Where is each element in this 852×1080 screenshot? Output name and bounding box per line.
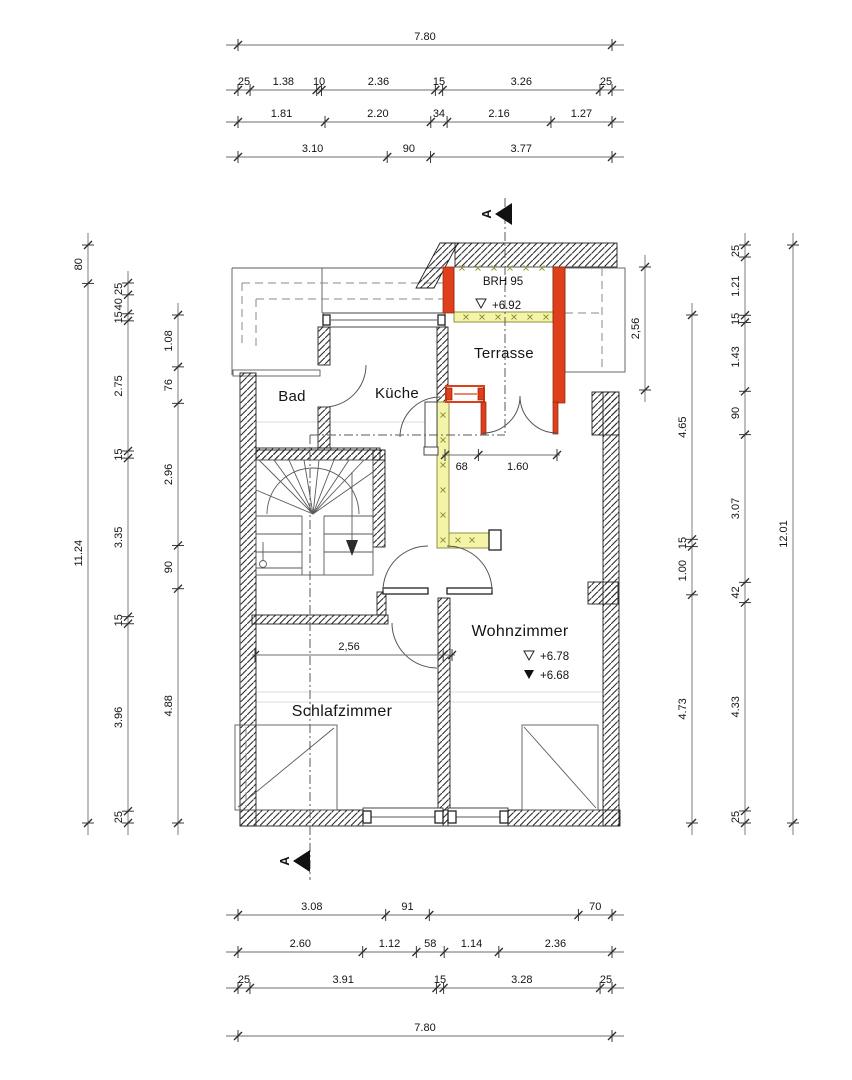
dim-label: 2.36: [367, 76, 390, 88]
dim-label: 1.14: [460, 938, 483, 950]
living-level-raw-value: +6.68: [540, 670, 570, 682]
dim-label: 3.07: [730, 497, 742, 520]
room-label-bad: Bad: [278, 388, 306, 405]
dim-label: 3.91: [332, 974, 354, 986]
dim-label: 15: [432, 76, 446, 88]
dim-label: 25: [599, 974, 613, 986]
room-label-wohnzimmer: Wohnzimmer: [471, 623, 569, 640]
dim-label: 2,56: [338, 641, 360, 653]
stair-down-arrow: [346, 540, 358, 556]
door-schlafzimmer: [392, 623, 437, 668]
door-terrace-right-leaf: [520, 396, 557, 433]
dim-label: 4.65: [677, 416, 689, 438]
section-arrow-top: [495, 203, 512, 225]
dim-label: 2.60: [289, 938, 312, 950]
dim-label: 1.43: [730, 346, 742, 368]
dim-label: 1.81: [270, 108, 293, 120]
dim-label: 3.26: [510, 76, 532, 88]
parapet-label: BRH 95: [482, 276, 524, 288]
dim-label: 1.12: [378, 938, 401, 950]
dim-label: 3.10: [301, 143, 324, 155]
dim-label: 11.24: [73, 539, 85, 567]
dim-label: 2,56: [630, 317, 642, 340]
dim-label: 7.80: [414, 31, 436, 43]
dim-label: 42: [730, 586, 742, 599]
room-label-schlafzimmer: Schlafzimmer: [291, 703, 393, 720]
dim-label: 15: [730, 312, 742, 325]
dim-label: 58: [424, 938, 437, 950]
dim-label: 76: [163, 378, 175, 392]
dim-label: 2.20: [367, 108, 389, 120]
dim-label: 1.60: [506, 461, 529, 473]
dim-label: 3.77: [510, 143, 532, 155]
door-hall-left: [383, 546, 428, 591]
dim-label: 12.01: [778, 520, 790, 548]
dim-label: 4.73: [677, 698, 689, 720]
dim-label: 4.33: [730, 696, 742, 718]
dim-label: 40: [113, 298, 125, 311]
dim-label: 90: [163, 560, 175, 574]
door-terrace-left-leaf: [483, 396, 520, 433]
section-label-bottom: A: [277, 856, 292, 866]
dim-label: 3.08: [301, 901, 323, 913]
level-icon-open-terrace: [476, 299, 486, 308]
dim-label: 1.21: [730, 275, 742, 297]
dim-label: 2.96: [163, 463, 175, 486]
dim-label: 25: [730, 810, 742, 824]
dim-label: 2.75: [113, 375, 125, 397]
dim-label: 7.80: [414, 1022, 436, 1034]
dim-label: 1.38: [272, 76, 295, 88]
room-label-kueche: Küche: [374, 385, 420, 402]
dim-label: 80: [73, 258, 85, 271]
dim-label: 2.36: [544, 938, 567, 950]
section-label-top: A: [479, 209, 494, 219]
dim-label: 90: [730, 406, 742, 420]
dim-label: 1.00: [677, 559, 689, 582]
dim-label: 25: [113, 810, 125, 824]
section-arrow-bottom: [293, 850, 310, 872]
dim-label: 25: [599, 76, 613, 88]
dim-label: 91: [401, 901, 414, 913]
window-bottom-right: [448, 808, 508, 826]
door-hall-right: [447, 546, 492, 591]
dim-label: 15: [433, 974, 447, 986]
dormers: [235, 725, 598, 810]
room-labels: [278, 345, 569, 720]
dim-label: 1.27: [570, 108, 593, 120]
window-kitchen-top: [323, 313, 445, 327]
dim-label: 68: [455, 461, 468, 473]
dim-label: 25: [237, 974, 251, 986]
living-level-finished-value: +6.78: [540, 651, 570, 663]
level-icon-open-living: [524, 651, 534, 660]
dim-label: 3.35: [113, 526, 125, 549]
dim-label: 70: [589, 901, 602, 913]
dim-label: 15: [677, 536, 689, 550]
dim-label: 15: [113, 311, 125, 324]
room-label-terrasse: Terrasse: [474, 345, 534, 362]
dim-label: 34: [432, 108, 446, 120]
dim-label: 25: [730, 244, 742, 258]
window-bottom-left: [363, 808, 443, 826]
dim-label: 90: [402, 143, 416, 155]
dim-label: 25: [113, 282, 125, 296]
level-icon-filled-living: [524, 670, 534, 679]
dim-label: 10: [312, 76, 326, 88]
dim-label: 15: [113, 448, 125, 461]
staircase: [256, 460, 373, 575]
dim-label: 3.96: [113, 706, 125, 729]
dim-label: 2.16: [488, 108, 510, 120]
dim-label: 3.28: [511, 974, 533, 986]
dim-label: 1.08: [163, 330, 175, 352]
dim-label: 4.88: [163, 695, 175, 717]
door-bad: [324, 365, 366, 407]
dim-label: 15: [113, 614, 125, 627]
dimension-chains: [73, 31, 799, 1042]
terrace-level-value: +6.92: [492, 300, 522, 312]
dim-label: 25: [237, 76, 251, 88]
